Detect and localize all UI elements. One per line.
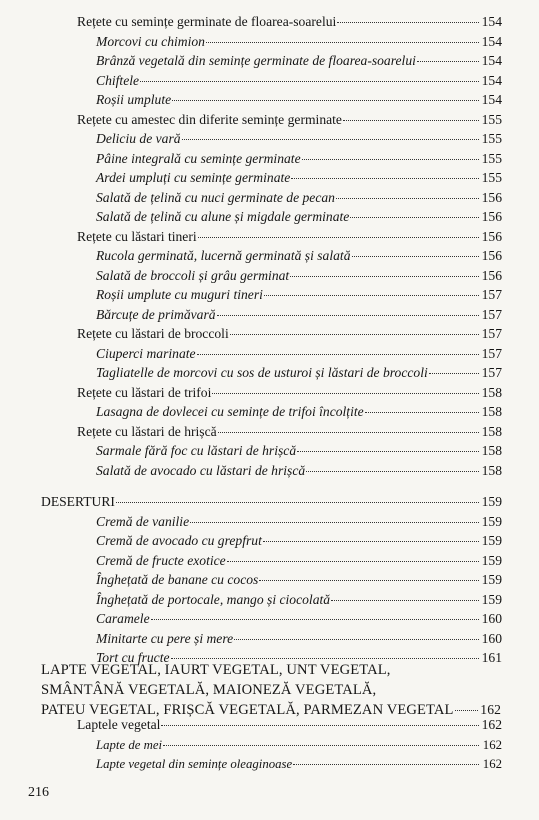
toc-recipe — [96, 52, 502, 70]
page-ref: 162 — [482, 757, 502, 771]
dot-leader — [365, 412, 479, 413]
toc-entry-title: Minitarte cu pere și mere — [96, 631, 234, 646]
toc-recipe — [96, 736, 502, 754]
toc-entry-title: Rucola germinată, lucernă germinată și salată — [96, 248, 351, 263]
toc-recipe — [96, 286, 502, 304]
toc-recipe — [96, 364, 502, 382]
toc-recipe — [96, 571, 502, 589]
page-ref: 156 — [481, 229, 502, 244]
toc-entry-title: Înghețată de portocale, mango și ciocolată — [96, 592, 331, 607]
dot-leader — [206, 42, 479, 43]
dot-leader — [151, 619, 479, 620]
toc-entry-title: Rețete cu semințe germinate de floarea-soarelui — [77, 14, 337, 29]
toc-entry-title: Rețete cu lăstari de trifoi — [77, 385, 212, 400]
toc-entry-title: Rețete cu lăstari de hrișcă — [77, 424, 217, 439]
toc-entry-title: Ardei umpluți cu semințe germinate — [96, 170, 291, 185]
toc-recipe — [96, 552, 502, 570]
toc-recipe — [96, 630, 502, 648]
toc-entry-title: Roșii umplute — [96, 92, 172, 107]
page-ref: 155 — [481, 131, 502, 146]
dot-leader — [336, 198, 479, 199]
toc-entry-title: Deliciu de vară — [96, 131, 181, 146]
dot-leader — [429, 373, 479, 374]
toc-recipe — [96, 532, 502, 550]
page-ref: 157 — [481, 307, 502, 322]
page-ref: 162 — [480, 702, 501, 717]
toc-entry-title: Roșii umplute cu muguri tineri — [96, 287, 263, 302]
toc-section — [77, 13, 502, 31]
dot-leader — [140, 81, 479, 82]
toc-entry-title: Cremă de fructe exotice — [96, 553, 226, 568]
dot-leader — [293, 764, 479, 765]
toc-entry-title: Bărcuțe de primăvară — [96, 307, 216, 322]
toc-entry-title: Rețete cu lăstari de broccoli — [77, 326, 229, 341]
page-ref: 158 — [481, 385, 502, 400]
dot-leader — [350, 217, 479, 218]
dot-leader — [217, 315, 479, 316]
page-ref: 156 — [481, 190, 502, 205]
dot-leader — [337, 22, 479, 23]
page-ref: 159 — [481, 572, 502, 587]
page-ref: 159 — [481, 533, 502, 548]
dot-leader — [197, 354, 479, 355]
toc-recipe — [96, 462, 502, 480]
toc-recipe — [96, 150, 502, 168]
dot-leader — [264, 295, 479, 296]
dot-leader — [172, 100, 479, 101]
dot-leader — [182, 139, 479, 140]
toc-entry-title: Lasagna de dovlecei cu semințe de trifoi încolțite — [96, 404, 364, 419]
dot-leader — [218, 432, 479, 433]
toc-entry-title: Ciuperci marinate — [96, 346, 196, 361]
dot-leader — [234, 639, 479, 640]
dot-leader — [302, 159, 479, 160]
page-ref: 158 — [481, 443, 502, 458]
page-ref: 157 — [481, 365, 502, 380]
dot-leader — [263, 541, 479, 542]
dot-leader — [161, 725, 479, 726]
toc-chapter — [41, 493, 502, 511]
dot-leader — [190, 522, 479, 523]
dot-leader — [198, 237, 479, 238]
toc-entry-title: Cremă de vanilie — [96, 514, 190, 529]
toc-entry-title: Lapte de mei — [96, 738, 163, 752]
dot-leader — [290, 276, 479, 277]
page-ref: 154 — [481, 14, 502, 29]
dot-leader — [212, 393, 479, 394]
page-ref: 157 — [481, 346, 502, 361]
page-ref: 156 — [481, 209, 502, 224]
toc-recipe — [96, 403, 502, 421]
page-ref: 156 — [481, 268, 502, 283]
page-ref: 158 — [481, 463, 502, 478]
toc-entry-title: Rețete cu lăstari tineri — [77, 229, 197, 244]
toc-recipe — [96, 208, 502, 226]
dot-leader — [306, 471, 479, 472]
toc-recipe — [96, 189, 502, 207]
page-ref: 159 — [481, 494, 502, 509]
page-ref: 156 — [481, 248, 502, 263]
toc-recipe — [96, 591, 502, 609]
toc-entry-title: Salată de țelină cu nuci germinate de pecan — [96, 190, 335, 205]
page-ref: 155 — [481, 151, 502, 166]
page-ref: 159 — [481, 592, 502, 607]
section-heading-last-line — [41, 700, 501, 720]
toc-entry-title: Tort cu fructe — [96, 650, 170, 665]
page-ref: 157 — [481, 287, 502, 302]
dot-leader — [230, 334, 479, 335]
dot-leader — [343, 120, 479, 121]
page-ref: 162 — [482, 738, 502, 752]
page-ref: 158 — [481, 404, 502, 419]
toc-section — [77, 423, 502, 441]
toc-entry-title: Sarmale fără foc cu lăstari de hrișcă — [96, 443, 297, 458]
toc-recipe — [96, 610, 502, 628]
page-ref: 158 — [481, 424, 502, 439]
page-ref: 155 — [481, 170, 502, 185]
dot-leader — [297, 451, 479, 452]
toc-entry-title: Brânză vegetală din semințe germinate de floarea-soarelui — [96, 53, 416, 68]
toc-entry-title: Laptele vegetal — [77, 717, 161, 732]
dot-leader — [163, 745, 479, 746]
toc-recipe — [96, 442, 502, 460]
toc-entry-title: Salată de țelină cu alune și migdale germinate — [96, 209, 350, 224]
dot-leader — [291, 178, 479, 179]
toc-section — [77, 325, 502, 343]
page-ref: 154 — [481, 73, 502, 88]
page-number: 216 — [28, 785, 49, 800]
toc-recipe — [96, 130, 502, 148]
section-heading-line: PATEU VEGETAL, FRIȘCĂ VEGETALĂ, PARMEZAN VEGETAL — [41, 702, 454, 718]
toc-recipe — [96, 513, 502, 531]
dot-leader — [352, 256, 480, 257]
page-ref: 157 — [481, 326, 502, 341]
toc-entry-title: DESERTURI — [41, 494, 115, 509]
toc-entry-title: Rețete cu amestec din diferite semințe germinate — [77, 112, 342, 127]
section-heading-plant-milks — [41, 660, 501, 720]
dot-leader — [171, 658, 479, 659]
page-ref: 159 — [481, 514, 502, 529]
toc-entry-title: Cremă de avocado cu grepfrut — [96, 533, 262, 548]
toc-section — [77, 384, 502, 402]
dot-leader — [259, 580, 479, 581]
page-ref: 154 — [481, 34, 502, 49]
page-ref: 159 — [481, 553, 502, 568]
toc-entry-title: Înghețată de banane cu cocos — [96, 572, 259, 587]
dot-leader — [417, 61, 479, 62]
toc-recipe — [96, 169, 502, 187]
toc-recipe — [96, 91, 502, 109]
page-ref: 154 — [481, 53, 502, 68]
toc-entry-title: Salată de avocado cu lăstari de hrișcă — [96, 463, 306, 478]
page-ref: 160 — [481, 631, 502, 646]
toc-section — [77, 111, 502, 129]
toc-entry-title: Caramele — [96, 611, 150, 626]
section-heading-line: SMÂNTÂNĂ VEGETALĂ, MAIONEZĂ VEGETALĂ, — [41, 682, 377, 698]
page-ref: 155 — [481, 112, 502, 127]
toc-entry-title: Chiftele — [96, 73, 140, 88]
toc-entry-title: Tagliatelle de morcovi cu sos de usturoi și lăstari de broccoli — [96, 365, 428, 380]
dot-leader — [116, 502, 479, 503]
toc-recipe — [96, 33, 502, 51]
toc-recipe — [96, 72, 502, 90]
toc-entry-title: Lapte vegetal din semințe oleaginoase — [96, 757, 293, 771]
page-ref: 154 — [481, 92, 502, 107]
page-ref: 160 — [481, 611, 502, 626]
toc-recipe — [96, 755, 502, 773]
toc-entry-title: Salată de broccoli și grâu germinat — [96, 268, 290, 283]
toc-recipe — [96, 267, 502, 285]
toc-recipe — [96, 345, 502, 363]
toc-entry-title: Morcovi cu chimion — [96, 34, 205, 49]
dot-leader — [455, 710, 478, 711]
toc-section — [77, 228, 502, 246]
dot-leader — [331, 600, 479, 601]
dot-leader — [227, 561, 479, 562]
toc-recipe — [96, 247, 502, 265]
page-ref: 161 — [481, 650, 502, 665]
section-heading-line: LAPTE VEGETAL, IAURT VEGETAL, UNT VEGETAL, — [41, 662, 391, 678]
page-ref: 162 — [481, 717, 502, 732]
toc-recipe — [96, 306, 502, 324]
toc-entry-title: Pâine integrală cu semințe germinate — [96, 151, 301, 166]
